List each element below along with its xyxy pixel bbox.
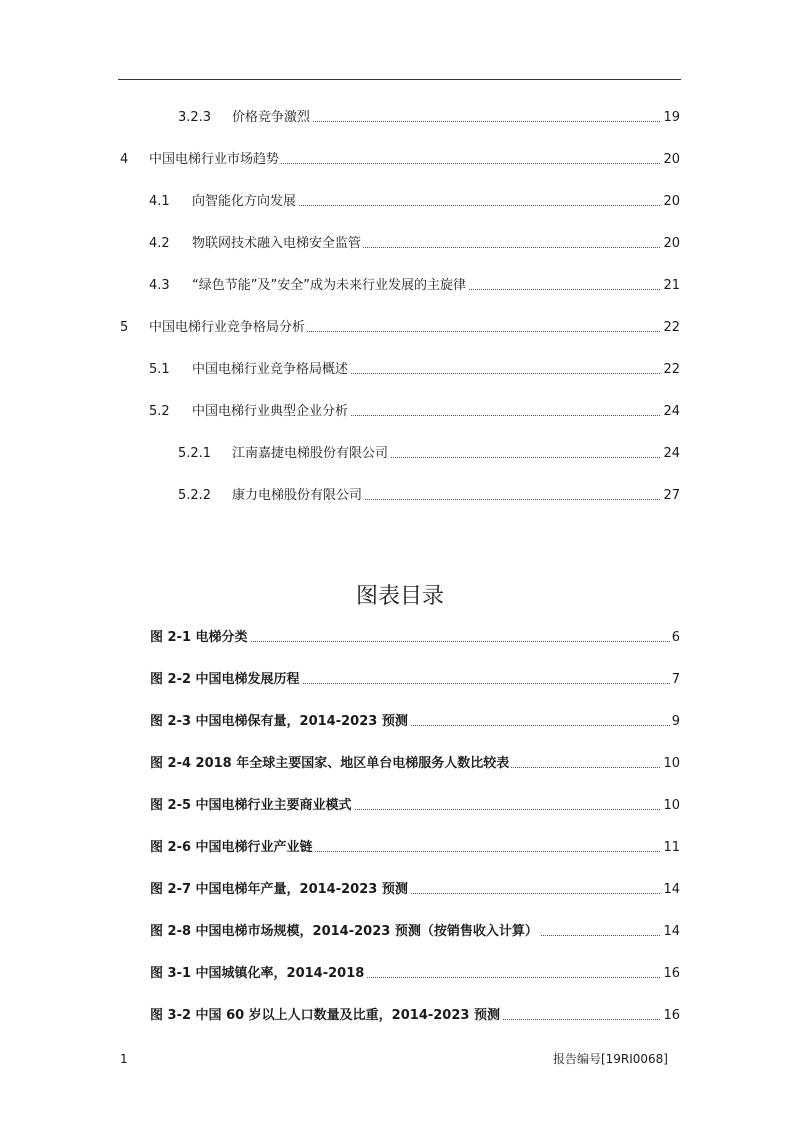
toc-entry[interactable] (0, 234, 800, 254)
toc-number: 4.1 (149, 194, 170, 209)
toc-title: 中国电梯行业竞争格局概述 (192, 360, 350, 380)
toc-page: 20 (661, 150, 680, 170)
toc-title: “绿色节能”及”安全”成为未来行业发展的主旋律 (192, 276, 468, 296)
toc-title: 中国电梯行业竞争格局分析 (149, 318, 307, 338)
toc-number: 5.1 (149, 362, 170, 377)
toc-title: 江南嘉捷电梯股份有限公司 (232, 444, 390, 464)
toc-number: 3.2.3 (178, 110, 212, 125)
toc-title: 向智能化方向发展 (192, 192, 298, 212)
toc-entry[interactable] (0, 486, 800, 506)
figure-entry[interactable] (0, 1006, 800, 1026)
toc-number: 5.2.2 (178, 488, 212, 503)
toc-number: 5.2.1 (178, 446, 212, 461)
figure-title: 图 2-4 2018 年全球主要国家、地区单台电梯服务人数比较表 (150, 754, 511, 774)
toc-entry[interactable] (0, 318, 800, 338)
figure-title: 图 2-7 中国电梯年产量，2014-2023 预测 (150, 880, 410, 900)
toc-entry[interactable] (0, 444, 800, 464)
figure-page: 16 (661, 964, 680, 984)
figure-entry[interactable] (0, 628, 800, 648)
toc-entry[interactable] (0, 402, 800, 422)
header-rule (118, 79, 681, 80)
figure-page: 14 (661, 922, 680, 942)
toc-entry[interactable] (0, 276, 800, 296)
toc-number: 4.2 (149, 236, 170, 251)
toc-page: 24 (661, 444, 680, 464)
figure-entry[interactable] (0, 922, 800, 942)
figure-page: 7 (670, 670, 680, 690)
figure-page: 11 (661, 838, 680, 858)
figure-page: 10 (661, 754, 680, 774)
toc-entry[interactable] (0, 150, 800, 170)
toc-page: 22 (661, 318, 680, 338)
figure-entry[interactable] (0, 712, 800, 732)
figure-title: 图 2-6 中国电梯行业产业链 (150, 838, 315, 858)
figure-entry[interactable] (0, 880, 800, 900)
figure-title: 图 2-1 电梯分类 (150, 628, 250, 648)
toc-page: 27 (661, 486, 680, 506)
toc-title: 康力电梯股份有限公司 (232, 486, 364, 506)
figure-page: 10 (661, 796, 680, 816)
figure-title: 图 2-5 中国电梯行业主要商业模式 (150, 796, 354, 816)
figure-entry[interactable] (0, 964, 800, 984)
figure-entry[interactable] (0, 838, 800, 858)
figure-entry[interactable] (0, 670, 800, 690)
figure-title: 图 3-1 中国城镇化率，2014-2018 (150, 964, 366, 984)
toc-page: 21 (661, 276, 680, 296)
figure-title: 图 2-2 中国电梯发展历程 (150, 670, 302, 690)
toc-page: 20 (661, 192, 680, 212)
toc-entry[interactable] (0, 192, 800, 212)
figure-page: 14 (661, 880, 680, 900)
figure-entry[interactable] (0, 796, 800, 816)
figures-heading: 图表目录 (355, 584, 444, 609)
figure-title: 图 2-3 中国电梯保有量，2014-2023 预测 (150, 712, 410, 732)
toc-entry[interactable] (0, 108, 800, 128)
figure-page: 9 (670, 712, 680, 732)
footer-page-number: 1 (120, 1052, 128, 1066)
toc-number: 4.3 (149, 278, 170, 293)
figure-entry[interactable] (0, 754, 800, 774)
toc-title: 价格竞争激烈 (232, 108, 312, 128)
toc-page: 22 (661, 360, 680, 380)
toc-entry[interactable] (0, 360, 800, 380)
toc-page: 20 (661, 234, 680, 254)
figure-title: 图 2-8 中国电梯市场规模，2014-2023 预测（按销售收入计算） (150, 922, 540, 942)
toc-page: 24 (661, 402, 680, 422)
toc-number: 5.2 (149, 404, 170, 419)
footer-report-id: 报告编号[19RI0068] (552, 1052, 668, 1066)
toc-title: 中国电梯行业市场趋势 (149, 150, 281, 170)
toc-number: 4 (120, 152, 129, 167)
figure-title: 图 3-2 中国 60 岁以上人口数量及比重，2014-2023 预测 (150, 1006, 502, 1026)
toc-title: 中国电梯行业典型企业分析 (192, 402, 350, 422)
figure-page: 6 (670, 628, 680, 648)
toc-page: 19 (661, 108, 680, 128)
figure-page: 16 (661, 1006, 680, 1026)
toc-number: 5 (120, 320, 129, 335)
toc-title: 物联网技术融入电梯安全监管 (192, 234, 363, 254)
